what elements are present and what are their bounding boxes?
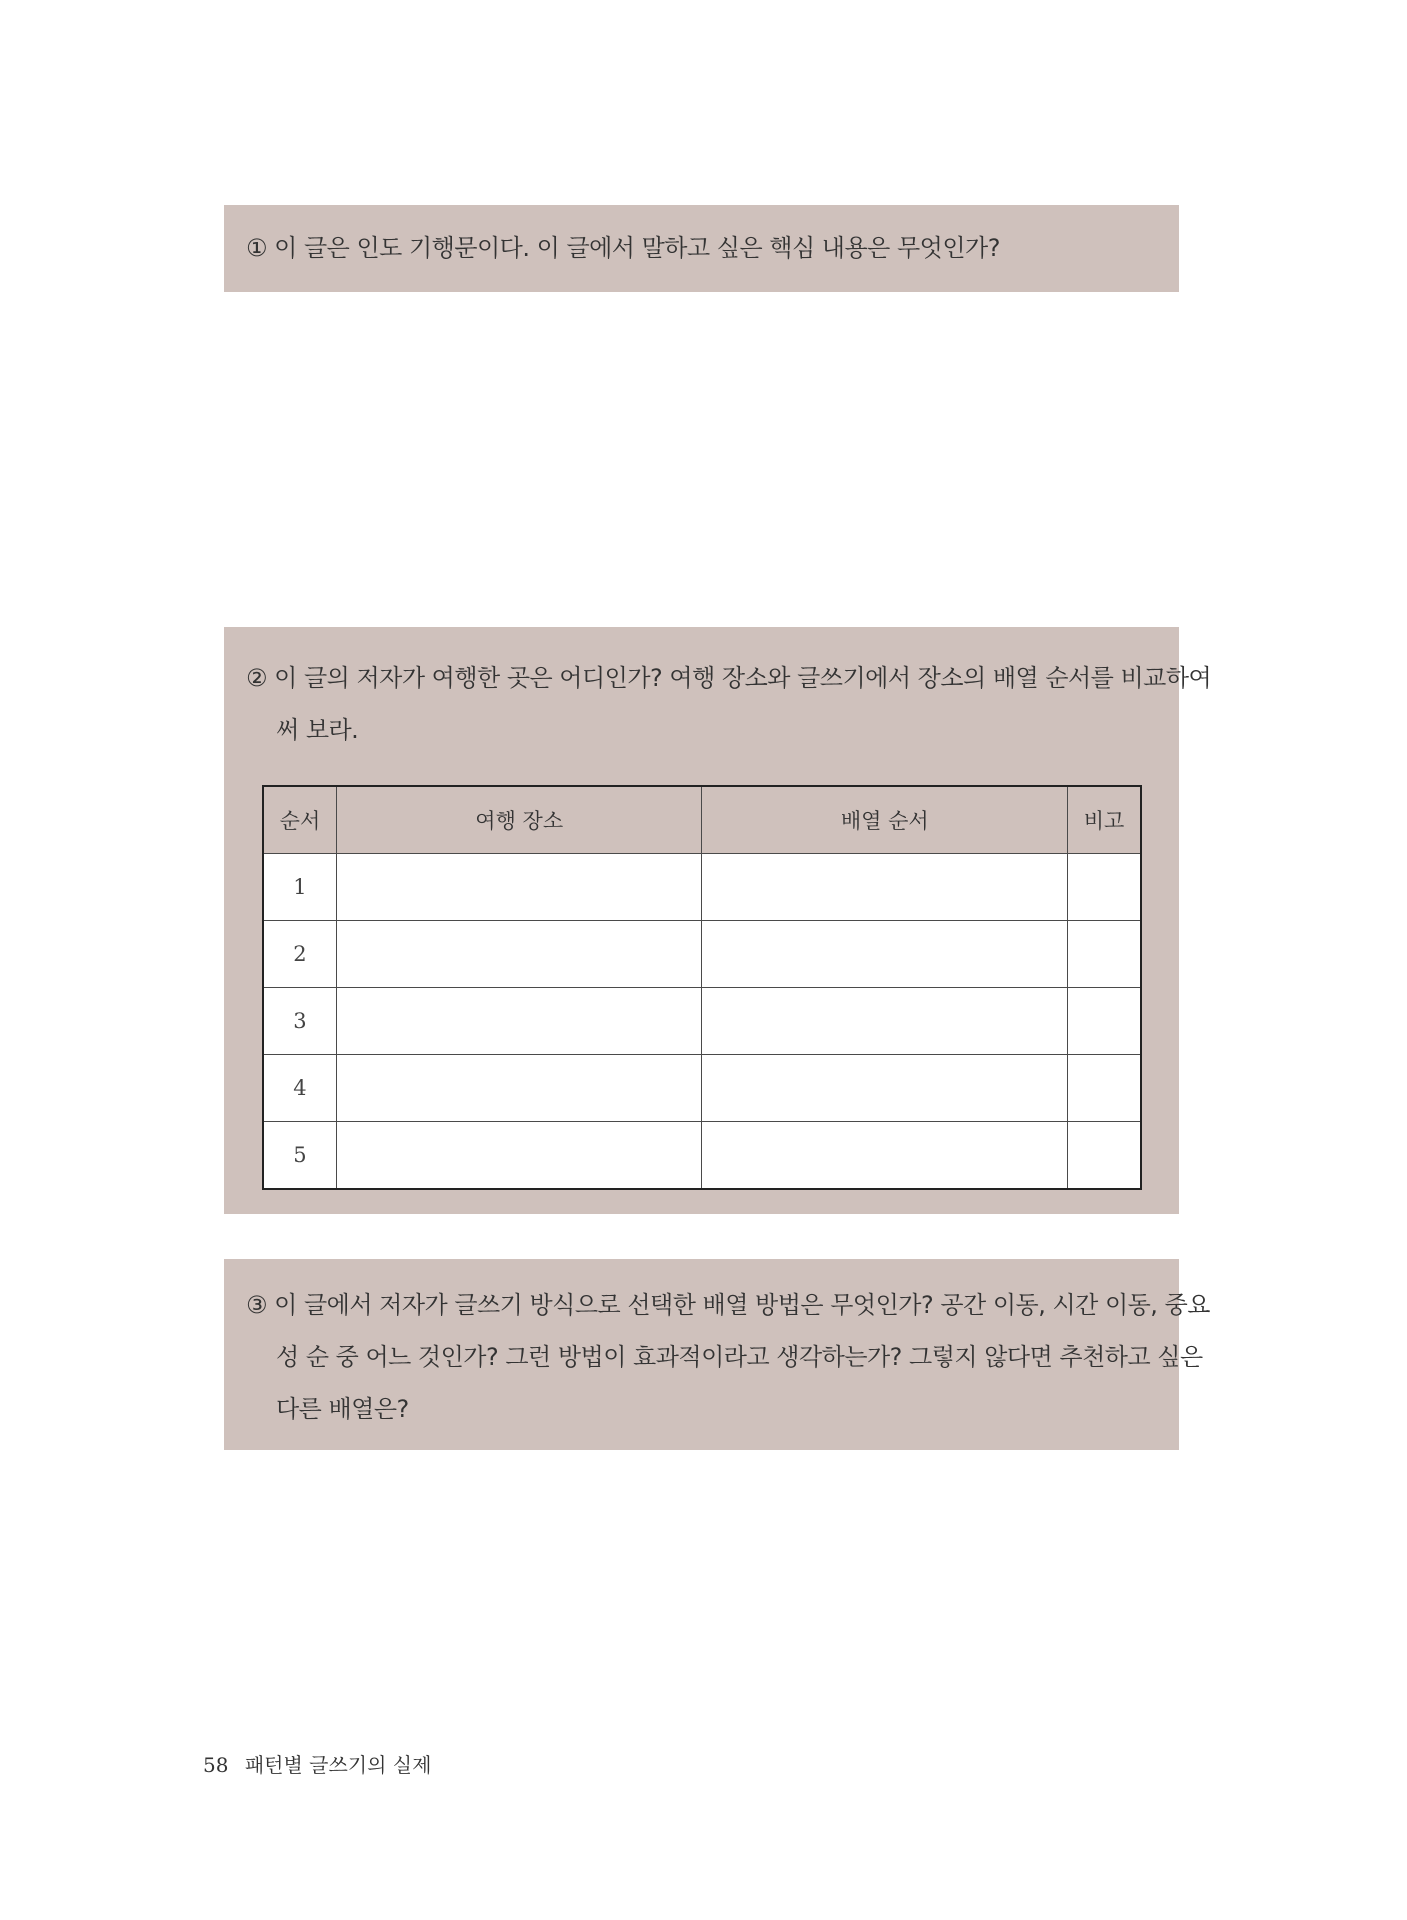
question-2-text [246,652,1212,756]
row-order: 1 [263,854,336,921]
question-2-line: 써 보라. [276,716,359,744]
row-order: 3 [263,988,336,1055]
table-row [263,988,1141,1055]
table-row [263,1122,1141,1190]
header-travel-place: 여행 장소 [336,786,702,854]
table-header-row [263,786,1141,854]
book-title: 패턴별 글쓰기의 실제 [244,1753,432,1777]
note-cell[interactable] [1068,988,1141,1055]
question-1-box [224,205,1179,292]
row-order: 2 [263,921,336,988]
table-row [263,854,1141,921]
question-2-box [224,627,1212,1214]
arrangement-cell[interactable] [702,1055,1068,1122]
table-row [263,921,1141,988]
question-3-text [246,1279,1210,1435]
header-arrangement-order: 배열 순서 [702,786,1068,854]
question-3-line: 다른 배열은? [276,1395,409,1423]
page-footer [203,1749,431,1778]
question-3-box [224,1259,1210,1450]
row-order: 4 [263,1055,336,1122]
arrangement-cell[interactable] [702,854,1068,921]
header-order: 순서 [263,786,336,854]
question-3-line: 성 순 중 어느 것인가? 그런 방법이 효과적이라고 생각하는가? 그렇지 않다면 추천하고 싶은 [276,1343,1203,1371]
answer-table [262,785,1142,1190]
place-cell[interactable] [336,921,702,988]
question-1-line: ① 이 글은 인도 기행문이다. 이 글에서 말하고 싶은 핵심 내용은 무엇인가? [246,234,1000,262]
note-cell[interactable] [1068,1122,1141,1190]
page-number: 58 [203,1753,229,1777]
place-cell[interactable] [336,988,702,1055]
header-note: 비고 [1068,786,1141,854]
table-row [263,1055,1141,1122]
place-cell[interactable] [336,1122,702,1190]
question-3-line: ③ 이 글에서 저자가 글쓰기 방식으로 선택한 배열 방법은 무엇인가? 공간 이동, 시간 이동, 중요 [246,1291,1210,1319]
place-cell[interactable] [336,854,702,921]
row-order: 5 [263,1122,336,1190]
question-2-line: ② 이 글의 저자가 여행한 곳은 어디인가? 여행 장소와 글쓰기에서 장소의 배열 순서를 비교하여 [246,664,1212,692]
arrangement-cell[interactable] [702,921,1068,988]
note-cell[interactable] [1068,921,1141,988]
note-cell[interactable] [1068,854,1141,921]
place-cell[interactable] [336,1055,702,1122]
arrangement-cell[interactable] [702,988,1068,1055]
question-1-text [246,222,1157,274]
arrangement-cell[interactable] [702,1122,1068,1190]
note-cell[interactable] [1068,1055,1141,1122]
